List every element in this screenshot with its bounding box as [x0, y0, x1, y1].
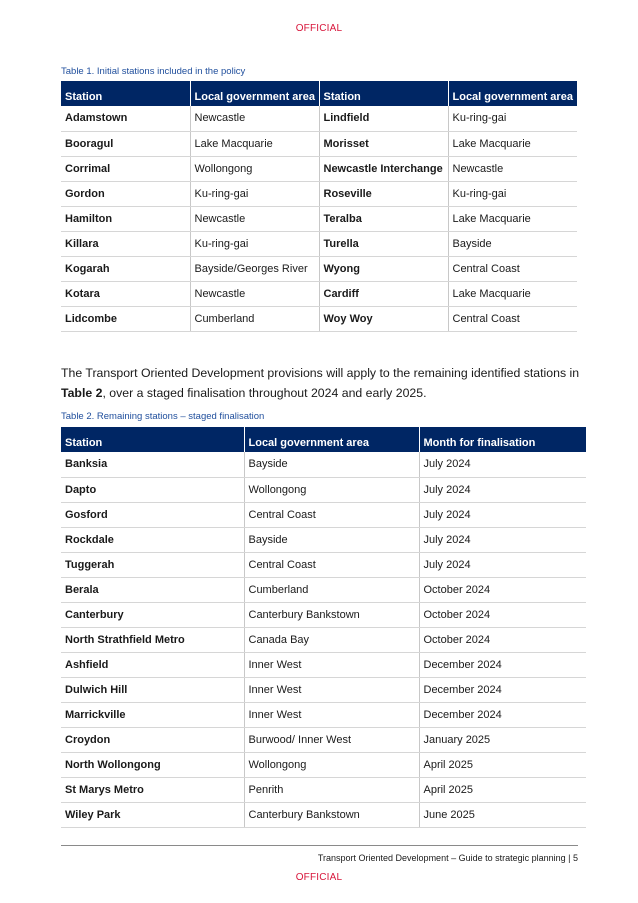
lga-cell: Lake Macquarie — [448, 281, 577, 306]
month-cell: December 2024 — [419, 652, 586, 677]
table-row — [61, 627, 586, 652]
station-cell: Marrickville — [61, 702, 244, 727]
paragraph-text-after: , over a staged finalisation throughout 2024 and early 2025. — [102, 386, 427, 400]
footer-divider — [61, 845, 578, 846]
table-row — [61, 702, 586, 727]
lga-cell: Bayside — [448, 231, 577, 256]
lga-cell: Ku-ring-gai — [190, 181, 319, 206]
station-cell: Lindfield — [319, 106, 448, 131]
initial-stations-table — [61, 81, 577, 332]
station-cell: Roseville — [319, 181, 448, 206]
station-cell: North Strathfield Metro — [61, 627, 244, 652]
lga-cell: Lake Macquarie — [448, 206, 577, 231]
month-cell: October 2024 — [419, 602, 586, 627]
month-cell: December 2024 — [419, 677, 586, 702]
lga-cell: Newcastle — [190, 206, 319, 231]
station-cell: Dulwich Hill — [61, 677, 244, 702]
table-row — [61, 131, 577, 156]
table-row — [61, 577, 586, 602]
table-row — [61, 752, 586, 777]
lga-cell: Newcastle — [190, 281, 319, 306]
table-row — [61, 602, 586, 627]
table2-header-station: Station — [61, 427, 244, 452]
lga-cell: Wollongong — [190, 156, 319, 181]
table-row — [61, 206, 577, 231]
table-row — [61, 452, 586, 477]
lga-cell: Central Coast — [244, 552, 419, 577]
remaining-stations-table — [61, 427, 586, 828]
station-cell: Tuggerah — [61, 552, 244, 577]
table-row — [61, 156, 577, 181]
lga-cell: Inner West — [244, 652, 419, 677]
lga-cell: Central Coast — [244, 502, 419, 527]
station-cell: Dapto — [61, 477, 244, 502]
station-cell: Gosford — [61, 502, 244, 527]
table1-header-station-1: Station — [61, 81, 190, 106]
station-cell: Gordon — [61, 181, 190, 206]
table1-header-lga-2: Local government area — [448, 81, 577, 106]
table2-header-lga: Local government area — [244, 427, 419, 452]
table1-header-row — [61, 81, 577, 106]
lga-cell: Canterbury Bankstown — [244, 602, 419, 627]
station-cell: Wiley Park — [61, 802, 244, 827]
table-row — [61, 802, 586, 827]
station-cell: Corrimal — [61, 156, 190, 181]
month-cell: October 2024 — [419, 627, 586, 652]
station-cell: Croydon — [61, 727, 244, 752]
classification-marking-top: OFFICIAL — [295, 23, 343, 34]
lga-cell: Canterbury Bankstown — [244, 802, 419, 827]
month-cell: July 2024 — [419, 527, 586, 552]
station-cell: St Marys Metro — [61, 777, 244, 802]
station-cell: Kotara — [61, 281, 190, 306]
lga-cell: Inner West — [244, 702, 419, 727]
lga-cell: Penrith — [244, 777, 419, 802]
month-cell: June 2025 — [419, 802, 586, 827]
station-cell: Wyong — [319, 256, 448, 281]
month-cell: July 2024 — [419, 552, 586, 577]
station-cell: Kogarah — [61, 256, 190, 281]
lga-cell: Cumberland — [244, 577, 419, 602]
lga-cell: Burwood/ Inner West — [244, 727, 419, 752]
table-row — [61, 527, 586, 552]
station-cell: Killara — [61, 231, 190, 256]
footer-text: Transport Oriented Development – Guide to strategic planning | 5 — [317, 853, 578, 863]
table-row — [61, 181, 577, 206]
table-row — [61, 652, 586, 677]
lga-cell: Ku-ring-gai — [448, 181, 577, 206]
station-cell: Banksia — [61, 452, 244, 477]
station-cell: Ashfield — [61, 652, 244, 677]
lga-cell: Bayside — [244, 527, 419, 552]
lga-cell: Newcastle — [448, 156, 577, 181]
station-cell: Booragul — [61, 131, 190, 156]
lga-cell: Wollongong — [244, 477, 419, 502]
station-cell: Woy Woy — [319, 306, 448, 331]
table-row — [61, 106, 577, 131]
lga-cell: Lake Macquarie — [190, 131, 319, 156]
station-cell: Hamilton — [61, 206, 190, 231]
station-cell: Cardiff — [319, 281, 448, 306]
station-cell: North Wollongong — [61, 752, 244, 777]
month-cell: April 2025 — [419, 777, 586, 802]
month-cell: January 2025 — [419, 727, 586, 752]
month-cell: October 2024 — [419, 577, 586, 602]
body-paragraph — [61, 363, 591, 403]
table2-caption: Table 2. Remaining stations – staged finalisation — [61, 411, 265, 422]
lga-cell: Central Coast — [448, 306, 577, 331]
lga-cell: Wollongong — [244, 752, 419, 777]
lga-cell: Ku-ring-gai — [448, 106, 577, 131]
month-cell: July 2024 — [419, 452, 586, 477]
lga-cell: Ku-ring-gai — [190, 231, 319, 256]
table-row — [61, 677, 586, 702]
station-cell: Rockdale — [61, 527, 244, 552]
lga-cell: Inner West — [244, 677, 419, 702]
table-row — [61, 727, 586, 752]
month-cell: April 2025 — [419, 752, 586, 777]
station-cell: Berala — [61, 577, 244, 602]
lga-cell: Bayside — [244, 452, 419, 477]
lga-cell: Bayside/Georges River — [190, 256, 319, 281]
station-cell: Lidcombe — [61, 306, 190, 331]
table1-header-station-2: Station — [319, 81, 448, 106]
table2-reference: Table 2 — [61, 386, 103, 400]
lga-cell: Cumberland — [190, 306, 319, 331]
table-row — [61, 477, 586, 502]
lga-cell: Newcastle — [190, 106, 319, 131]
lga-cell: Central Coast — [448, 256, 577, 281]
lga-cell: Canada Bay — [244, 627, 419, 652]
table2-header-row — [61, 427, 586, 452]
station-cell: Teralba — [319, 206, 448, 231]
table2-header-month: Month for finalisation — [419, 427, 586, 452]
table-row — [61, 777, 586, 802]
month-cell: July 2024 — [419, 477, 586, 502]
month-cell: July 2024 — [419, 502, 586, 527]
station-cell: Canterbury — [61, 602, 244, 627]
month-cell: December 2024 — [419, 702, 586, 727]
station-cell: Adamstown — [61, 106, 190, 131]
station-cell: Morisset — [319, 131, 448, 156]
lga-cell: Lake Macquarie — [448, 131, 577, 156]
paragraph-text-before: The Transport Oriented Development provisions will apply to the remaining identified stations in — [61, 366, 580, 380]
table-row — [61, 502, 586, 527]
table-row — [61, 281, 577, 306]
table1-header-lga-1: Local government area — [190, 81, 319, 106]
classification-marking-bottom: OFFICIAL — [295, 872, 343, 883]
table-row — [61, 256, 577, 281]
table-row — [61, 552, 586, 577]
table-row — [61, 306, 577, 331]
table-row — [61, 231, 577, 256]
station-cell: Turella — [319, 231, 448, 256]
station-cell: Newcastle Interchange — [319, 156, 448, 181]
table1-caption: Table 1. Initial stations included in the policy — [61, 66, 246, 77]
